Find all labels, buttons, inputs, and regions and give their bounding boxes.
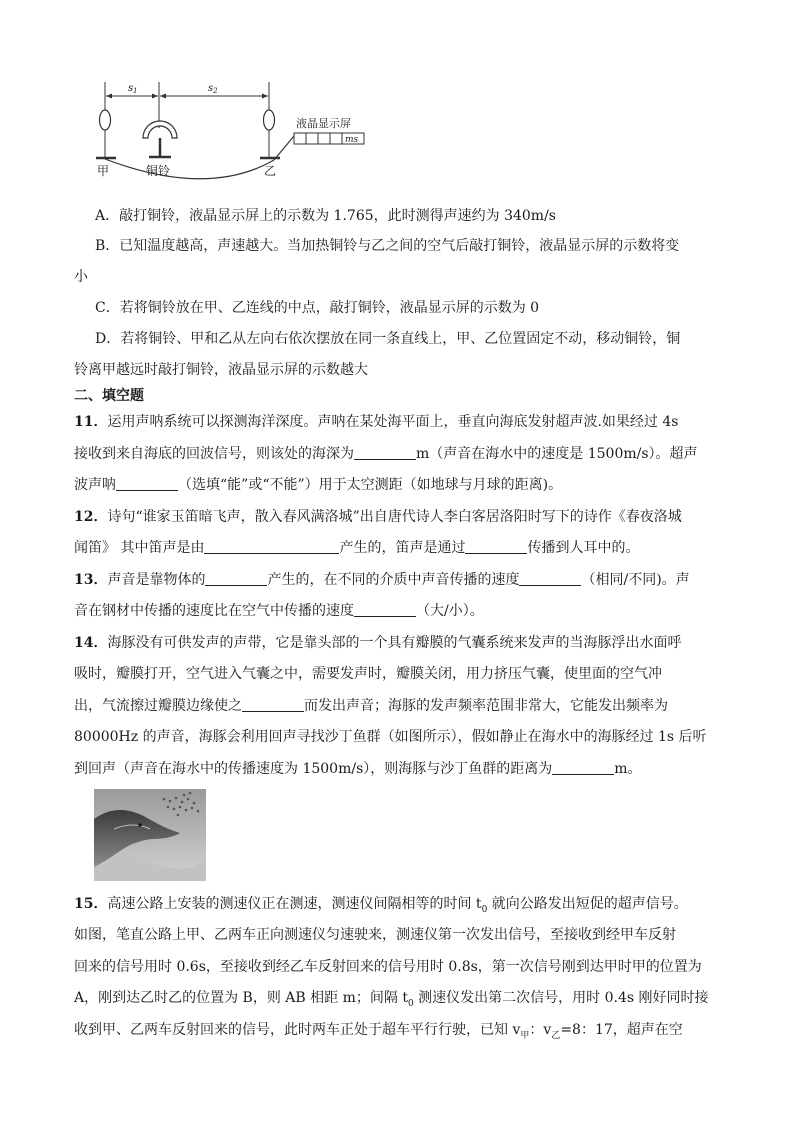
dolphin-sardine-image xyxy=(94,789,206,881)
q15-line4: A，刚到达乙时乙的位置为 B，则 AB 相距 m；间隔 $t_0$ 测速仪发出第二次信号，用时 0.4s 刚好同时接 xyxy=(74,990,709,1009)
option-d-line2: 铃离甲越远时敲打铜铃，液晶显示屏的示数越大 xyxy=(74,362,368,378)
q13-line1: 13．声音是靠物体的 产生的，在不同的介质中声音传播的速度 （相同/不同)。声 xyxy=(74,572,690,588)
q11-line1: 11．运用声呐系统可以探测海洋深度。声呐在某处海平面上，垂直向海底发射超声波.如果经过 4s xyxy=(74,414,679,430)
screen-label: 液晶显示屏 xyxy=(296,117,351,130)
q15-number: 15． xyxy=(74,896,108,912)
q12-blank-source[interactable] xyxy=(204,539,339,554)
q14-line3: 出，气流擦过瓣膜边缘使之 而发出声音；海豚的发声频率范围非常大，它能发出频率为 xyxy=(74,698,668,714)
q12-blank-medium[interactable] xyxy=(465,539,527,554)
option-c: C．若将铜铃放在甲、乙连线的中点，敲打铜铃，液晶显示屏的示数为 0 xyxy=(95,300,540,316)
q11-blank-depth[interactable] xyxy=(354,445,416,460)
q14-line4: 80000Hz 的声音，海豚会利用回声寻找沙丁鱼群（如图所示），假如静止在海水中的海豚经过 1s 后听 xyxy=(74,729,707,745)
q12-line1: 12．诗句“谁家玉笛暗飞声，散入春风满洛城”出自唐代诗人李白客居洛阳时写下的诗作《春夜洛城 xyxy=(74,509,682,525)
q14-blank-distance[interactable] xyxy=(552,760,614,775)
q12-line2: 闻笛》 其中笛声是由 产生的，笛声是通过 传播到人耳中的。 xyxy=(74,540,640,556)
option-a: A．敲打铜铃，液晶显示屏上的示数为 1.765，此时测得声速约为 340m/s xyxy=(95,208,556,224)
q14-line2: 吸时，瓣膜打开，空气进入气囊之中，需要发声时，瓣膜关闭，用力挤压气囊，使里面的空气冲 xyxy=(74,666,662,682)
q14-line1: 14．海豚没有可供发声的声带，它是靠头部的一个具有瓣膜的气囊系统来发声的当海豚浮出水面呼 xyxy=(74,635,682,651)
q14-number: 14． xyxy=(74,635,108,651)
q13-blank-compare[interactable] xyxy=(354,602,416,617)
q11-number: 11． xyxy=(74,414,108,430)
q11-line3: 波声呐 （选填“能”或“不能”）用于太空测距（如地球与月球的距离)。 xyxy=(74,477,563,493)
bell-label: 铜铃 xyxy=(146,164,171,178)
q13-line2: 音在钢材中传播的速度比在空气中传播的速度 （大/小）。 xyxy=(74,603,484,619)
s2-label: $s_2$ xyxy=(208,83,218,95)
ms-unit-label: ms xyxy=(345,135,359,145)
q14-line5: 到回声（声音在海水中的传播速度为 1500m/s），则海豚与沙丁鱼群的距离为 m。 xyxy=(74,761,642,777)
q15-line3: 回来的信号用时 0.6s，至接收到经乙车反射回来的信号用时 0.8s，第一次信号刚到达甲时甲的位置为 xyxy=(74,959,702,975)
q15-line1: 15．高速公路上安装的测速仪正在测速，测速仪间隔相等的时间 $t_0$ 就向公路发出短促的超声信号。 xyxy=(74,896,688,915)
option-b-line1: B．已知温度越高，声速越大。当加热铜铃与乙之间的空气后敲打铜铃，液晶显示屏的示数将变 xyxy=(95,238,680,254)
option-d-line1: D．若将铜铃、甲和乙从左向右依次摆放在同一条直线上，甲、乙位置固定不动，移动铜铃，铜 xyxy=(95,331,681,347)
q13-blank-speed[interactable] xyxy=(519,571,581,586)
section-title: 二、填空题 xyxy=(74,388,144,404)
s1-label: $s_1$ xyxy=(128,83,138,95)
q12-number: 12． xyxy=(74,509,108,525)
jia-label: 甲 xyxy=(97,164,110,178)
yi-label: 乙 xyxy=(264,164,277,178)
q11-blank-space[interactable] xyxy=(116,476,178,491)
q15-line2: 如图，笔直公路上甲、乙两车正向测速仪匀速驶来，测速仪第一次发出信号，至接收到经甲车反射 xyxy=(74,927,676,943)
q13-blank-cause[interactable] xyxy=(205,571,267,586)
apparatus-figure xyxy=(88,78,378,182)
option-b-line2: 小 xyxy=(74,269,88,285)
q11-line2: 接收到来自海底的回波信号，则该处的海深为 m（声音在海水中的速度是 1500m/s）。超声 xyxy=(74,446,698,462)
q13-number: 13． xyxy=(74,572,108,588)
q14-blank-vibrate[interactable] xyxy=(242,697,304,712)
q15-line5: 收到甲、乙两车反射回来的信号，此时两车正处于超车平行行驶，已知 $v_甲$：$v_乙=8$：17，超声在空 xyxy=(74,1022,683,1041)
